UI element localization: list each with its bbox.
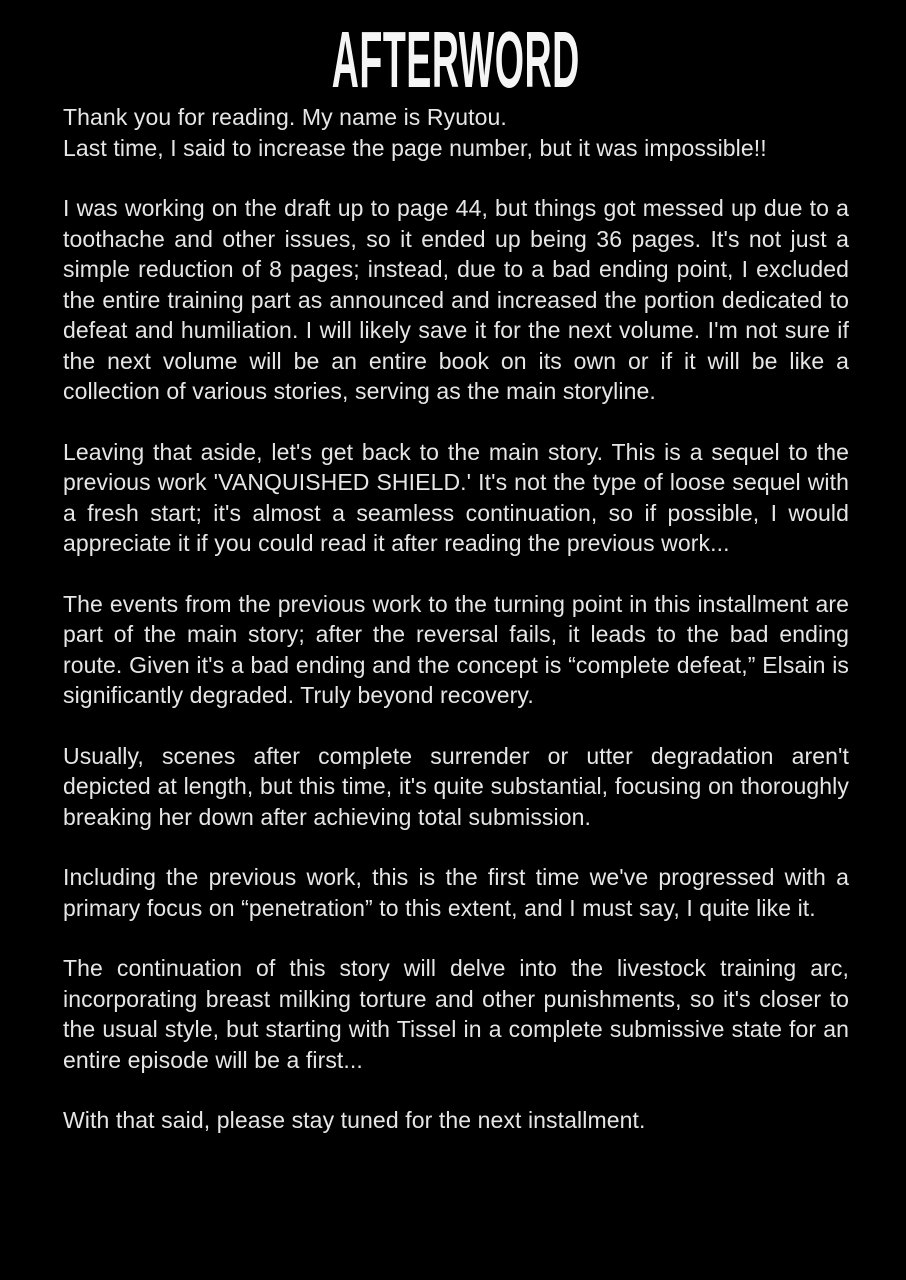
page-title-text: AFTERWORD: [332, 15, 580, 104]
paragraph-closing: With that said, please stay tuned for the next installment.: [63, 1107, 646, 1133]
paragraph-scenes-note: Usually, scenes after complete surrender or utter degradation aren't depicted at length, but this time, it's quite substantial, focusing on thoroughly breaking her down after achieving total submission.: [63, 742, 849, 830]
paragraph-story-events: The events from the previous work to the turning point in this installment are part of the main story; after the reversal fails, it leads to the bad ending route. Given it's a bad ending and the concept is “complete defeat,” Elsain is significantly degraded. Truly beyond recovery.: [63, 590, 849, 708]
afterword-body: [63, 102, 849, 1136]
paragraph-draft-pages: I was working on the draft up to page 44, but things got messed up due to a toothache and other issues, so it ended up being 36 pages. It's not just a simple reduction of 8 pages; instead, due to a bad ending point, I excluded the entire training part as announced and increased the portion dedicated to defeat and humiliation. I will likely save it for the next volume. I'm not sure if the next volume will be an entire book on its own or if it will be like a collection of various stories, serving as the main storyline.: [63, 195, 849, 404]
paragraph-intro: Thank you for reading. My name is Ryutou. Last time, I said to increase the page number, but it was impossible!!: [63, 104, 767, 161]
page-title: [63, 15, 849, 104]
paragraph-continuation: The continuation of this story will delve into the livestock training arc, incorporating breast milking torture and other punishments, so it's closer to the usual style, but starting with Tissel in a complete submissive state for an entire episode will be a first...: [63, 955, 849, 1073]
paragraph-sequel-note: Leaving that aside, let's get back to the main story. This is a sequel to the previous work 'VANQUISHED SHIELD.' It's not the type of loose sequel with a fresh start; it's almost a seamless continuation, so if possible, I would appreciate it if you could read it after reading the previous work...: [63, 438, 849, 556]
paragraph-focus-note: Including the previous work, this is the first time we've progressed with a primary focus on “penetration” to this extent, and I must say, I quite like it.: [63, 864, 849, 921]
